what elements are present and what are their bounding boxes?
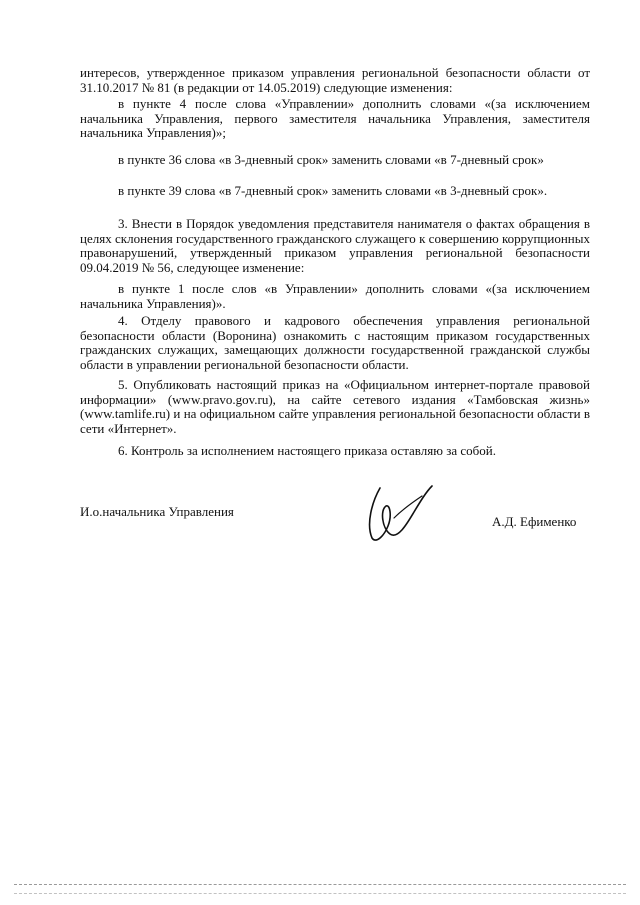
paragraph-section-5: 5. Опубликовать настоящий приказ на «Официальном интернет-портале правовой информации» (www.pravo.gov.ru), на сайте сетевого издания «Тамбовская жизнь» (www.tamlife.ru) и на официальном сайте управления региональной безопасности области в сети «Интернет». (80, 377, 590, 436)
paragraph-point-1: в пункте 1 после слов «в Управлении» дополнить словами «(за исключением начальника Управления)». (80, 281, 590, 311)
signatory-title: И.о.начальника Управления (80, 504, 234, 519)
scan-artifact-line (14, 884, 626, 885)
paragraph-point-39: в пункте 39 слова «в 7-дневный срок» заменить словами «в 3-дневный срок». (118, 183, 548, 198)
paragraph-section-3: 3. Внести в Порядок уведомления представителя нанимателя о фактах обращения в целях склонения государственного гражданского служащего к совершению коррупционных правонарушений, утвержденный приказом управления региональной безопасности 09.04.2019 № 56, следующее изменение: (80, 216, 590, 275)
signatory-name: А.Д. Ефименко (492, 514, 577, 529)
paragraph-intro: интересов, утвержденное приказом управления региональной безопасности области от 31.10.2017 № 81 (в редакции от 14.05.2019) следующие изменения: (80, 65, 590, 95)
scan-artifact-line (14, 893, 626, 894)
paragraph-section-6: 6. Контроль за исполнением настоящего приказа оставляю за собой. (118, 443, 496, 458)
paragraph-point-36: в пункте 36 слова «в 3-дневный срок» заменить словами «в 7-дневный срок» (118, 152, 544, 167)
handwritten-signature (360, 482, 440, 546)
paragraph-section-4: 4. Отделу правового и кадрового обеспечения управления региональной безопасности области (Воронина) ознакомить с настоящим приказом государственных гражданских служащих, замещающих должности государственной гражданской службы области в управлении региональной безопасности области. (80, 313, 590, 372)
paragraph-point-4: в пункте 4 после слова «Управлении» дополнить словами «(за исключением начальника Управления, первого заместителя начальника Управления, заместителя начальника Управления)»; (80, 96, 590, 141)
